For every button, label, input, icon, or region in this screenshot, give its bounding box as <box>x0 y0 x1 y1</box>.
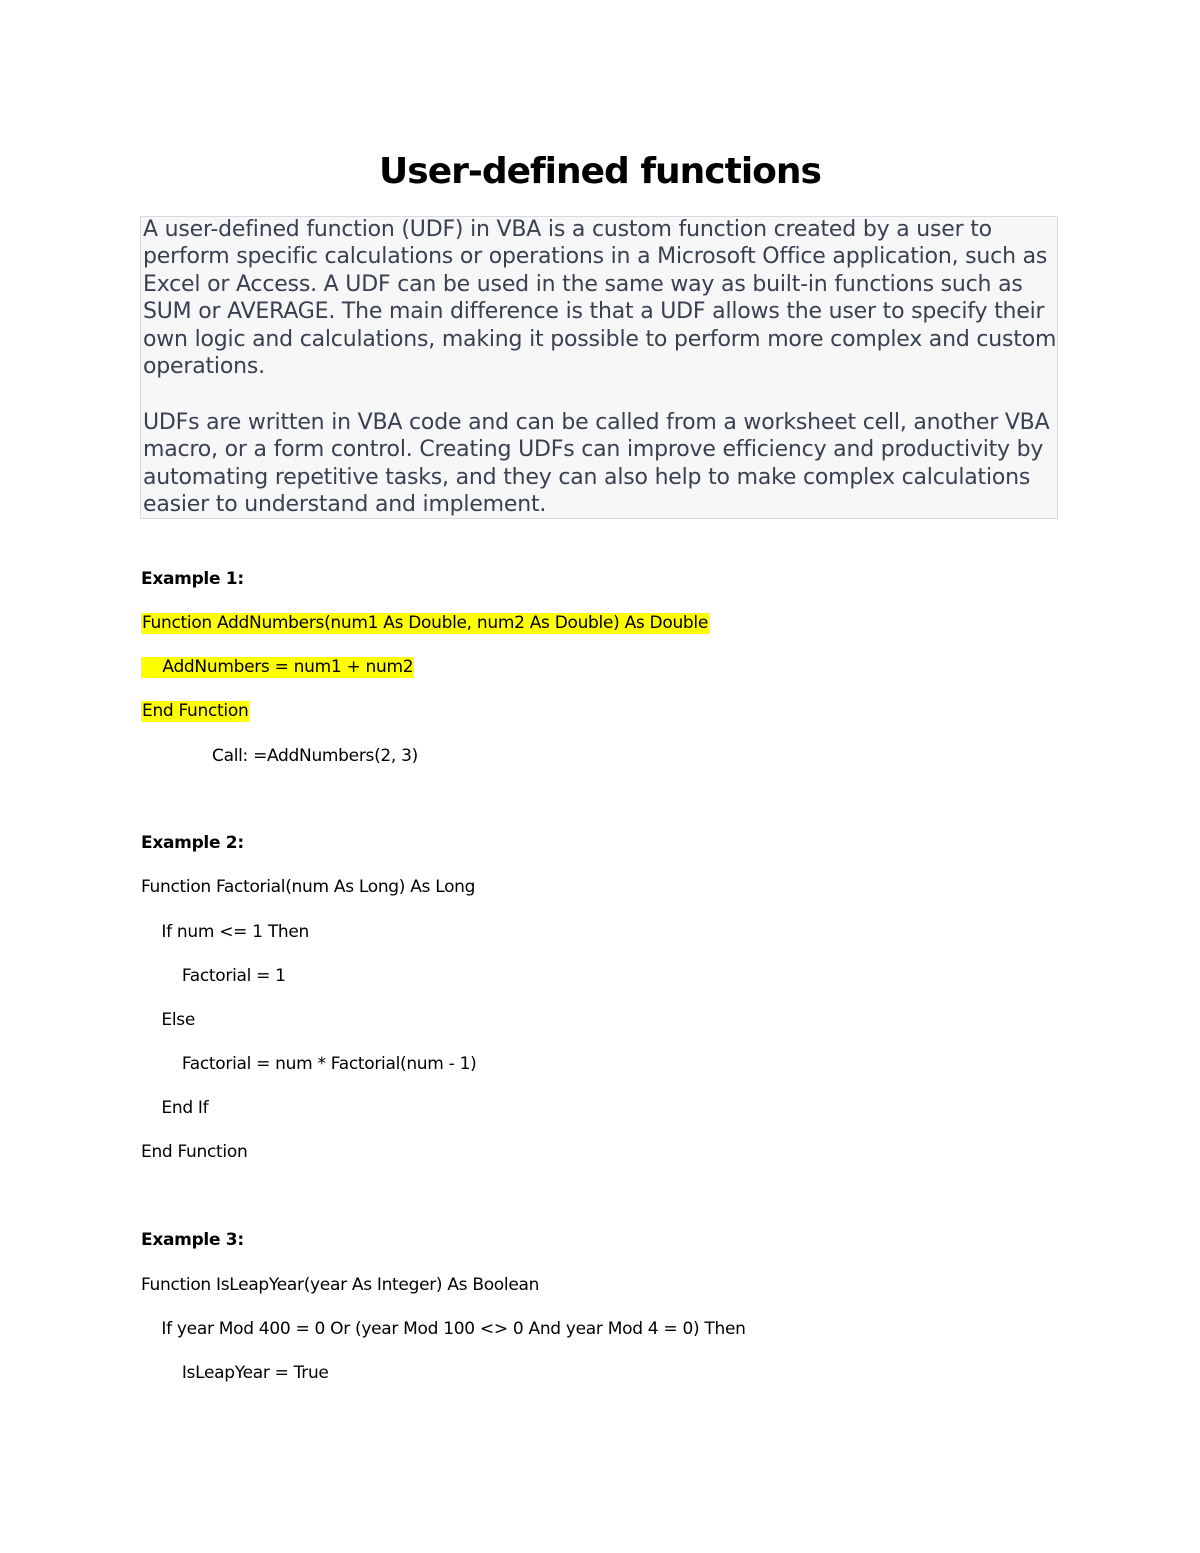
example-2-code-line: End Function <box>141 1142 248 1162</box>
highlighted-code: End Function <box>142 701 249 721</box>
intro-paragraph-2: UDFs are written in VBA code and can be called from a worksheet cell, another VBA macro, or a form control. Creating UDFs can improve efficiency and productivity by automating repetitive tasks, and they can also help to make complex calculations easier to understand and implement. <box>143 410 1050 518</box>
example-2-heading: Example 2: <box>141 833 244 853</box>
example-3-code-line: Function IsLeapYear(year As Integer) As Boolean <box>141 1275 540 1295</box>
example-3-code-line: IsLeapYear = True <box>141 1363 329 1383</box>
example-2-code-line: Function Factorial(num As Long) As Long <box>141 877 476 897</box>
example-2-code-line: End If <box>141 1098 209 1118</box>
page-title: User-defined functions <box>379 151 821 192</box>
example-1-code-line <box>141 655 414 679</box>
example-2-code-line: Factorial = num * Factorial(num - 1) <box>141 1054 477 1074</box>
example-1-code-line <box>141 699 249 723</box>
example-3-heading: Example 3: <box>141 1230 244 1250</box>
example-1-heading: Example 1: <box>141 569 244 589</box>
intro-paragraph-1: A user-defined function (UDF) in VBA is a custom function created by a user to perform specific calculations or operations in a Microsoft Office application, such as Excel or Access. A UDF can be used in the same way as built-in functions such as SUM or AVERAGE. The main difference is that a UDF allows the user to specify their own logic and calculations, making it possible to perform more complex and custom operations. <box>143 217 1057 380</box>
example-2-code-line: Factorial = 1 <box>141 966 286 986</box>
example-2-code-line: If num <= 1 Then <box>141 922 310 942</box>
highlighted-code: Function AddNumbers(num1 As Double, num2 As Double) As Double <box>142 613 708 633</box>
example-3-code-line: If year Mod 400 = 0 Or (year Mod 100 <> 0 And year Mod 4 = 0) Then <box>141 1319 746 1339</box>
example-1-code-line <box>141 611 709 635</box>
example-1-call: Call: =AddNumbers(2, 3) <box>212 746 418 766</box>
example-2-code-line: Else <box>141 1010 195 1030</box>
highlighted-code: AddNumbers = num1 + num2 <box>142 657 414 677</box>
